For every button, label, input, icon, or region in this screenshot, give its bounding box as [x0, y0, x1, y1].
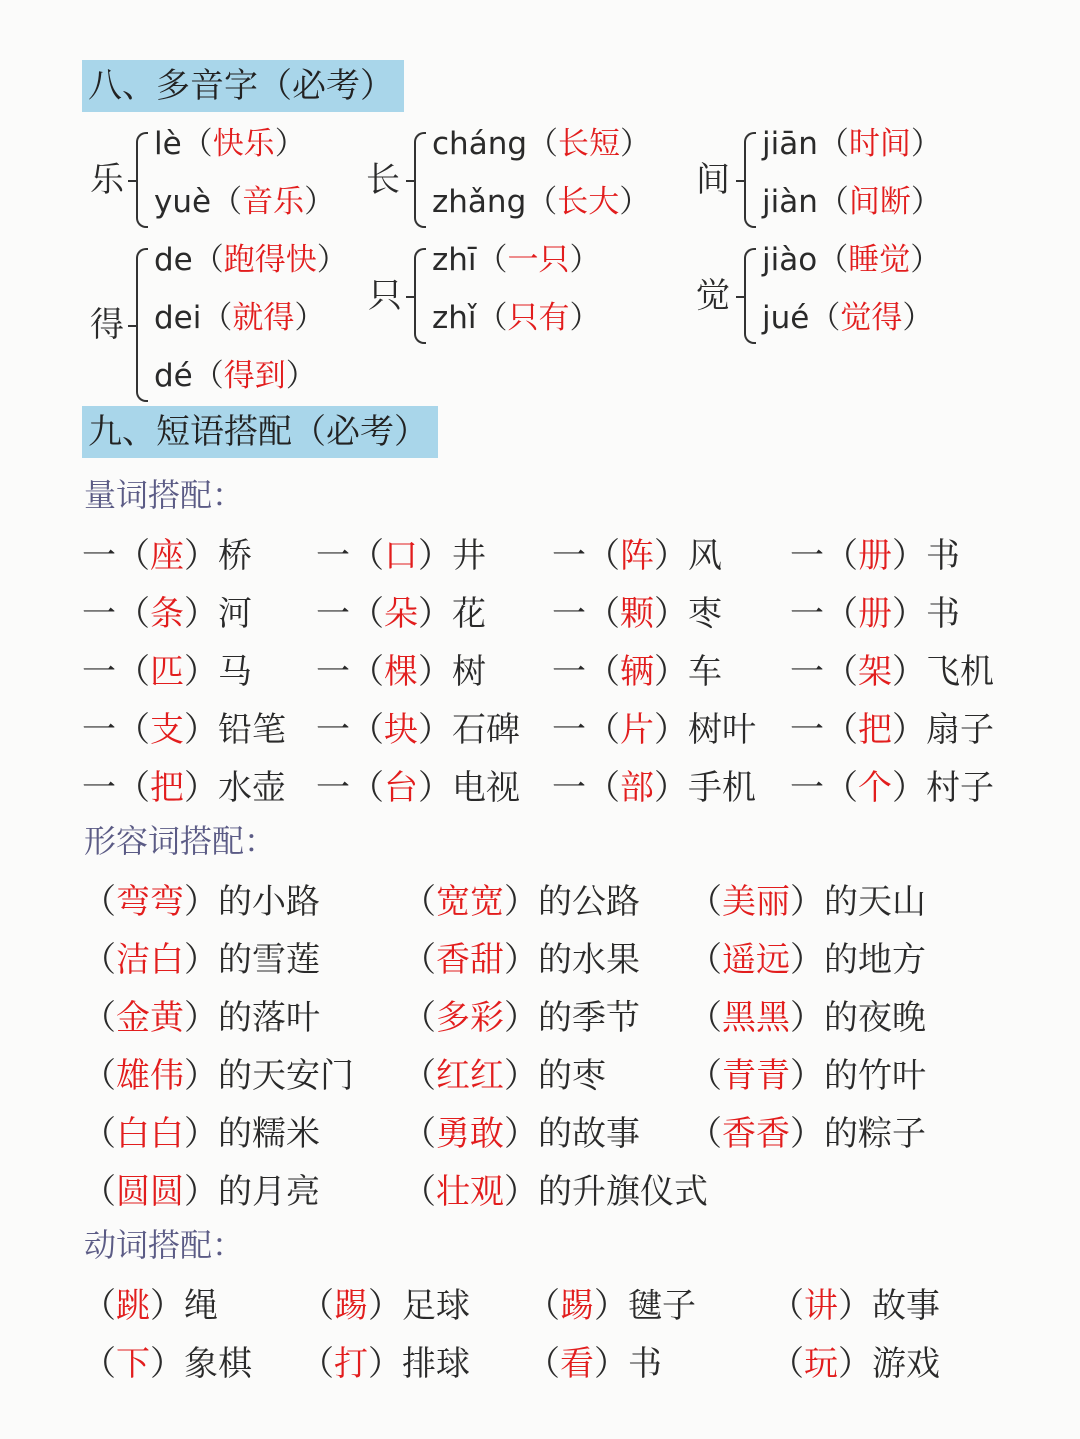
phrase-item [790, 528, 960, 577]
phrase-tail: ）象棋 [150, 1344, 252, 1384]
phrase-item [688, 932, 926, 981]
close-paren: ） [902, 300, 934, 336]
phrase-item [526, 1336, 662, 1385]
open-paren: （ [402, 1114, 436, 1154]
open-paren: 一（ [790, 710, 858, 750]
phrase-tail: ）树叶 [654, 710, 756, 750]
phrase-item [82, 990, 320, 1039]
phrase-item [790, 644, 994, 693]
answer-word: 觉得 [840, 300, 903, 336]
phrase-item [82, 874, 320, 923]
answer-word: 片 [620, 710, 654, 750]
phrase-item [82, 1336, 252, 1385]
phrase-tail: ）扇子 [892, 710, 994, 750]
phrase-tail: ）手机 [654, 768, 756, 808]
phrase-tail: ）树 [418, 652, 486, 692]
open-paren: 一（ [316, 594, 384, 634]
pinyin: cháng（ [432, 126, 559, 162]
phrase-item [552, 586, 722, 635]
open-paren: （ [300, 1286, 334, 1326]
pinyin: dé（ [154, 358, 224, 394]
brace-icon [136, 248, 148, 402]
phrase-tail: ）村子 [892, 768, 994, 808]
phrase-tail: ）书 [594, 1344, 662, 1384]
phrase-tail: ）的小路 [184, 882, 320, 922]
polyphone-char: 乐 [90, 160, 124, 200]
open-paren: 一（ [552, 536, 620, 576]
phrase-item [82, 1164, 320, 1213]
open-paren: （ [82, 1286, 116, 1326]
pinyin: zhǎng（ [432, 184, 558, 220]
phrase-tail: ）的糯米 [184, 1114, 320, 1154]
phrase-item [552, 644, 722, 693]
answer-word: 册 [858, 536, 892, 576]
open-paren: （ [402, 882, 436, 922]
phrase-item [316, 644, 486, 693]
polyphone-char: 间 [696, 160, 730, 200]
phrase-item [316, 760, 520, 809]
pinyin: zhǐ（ [432, 300, 508, 336]
open-paren: 一（ [790, 594, 858, 634]
open-paren: （ [402, 998, 436, 1038]
phrase-item [790, 760, 994, 809]
phrase-item [526, 1278, 696, 1327]
close-paren: ） [620, 126, 652, 162]
pinyin-entry [154, 118, 306, 163]
phrase-tail: ）河 [184, 594, 252, 634]
pinyin-entry [432, 118, 651, 163]
open-paren: 一（ [82, 652, 150, 692]
answer-word: 壮观 [436, 1172, 504, 1212]
phrase-item [790, 702, 994, 751]
open-paren: （ [526, 1286, 560, 1326]
phrase-tail: ）桥 [184, 536, 252, 576]
pinyin: lè（ [154, 126, 213, 162]
open-paren: （ [688, 998, 722, 1038]
phrase-tail: ）书 [892, 594, 960, 634]
pinyin-entry [762, 292, 933, 337]
open-paren: （ [688, 1056, 722, 1096]
pinyin-entry [154, 350, 317, 395]
answer-word: 打 [334, 1344, 368, 1384]
phrase-item [552, 528, 722, 577]
phrase-tail: ）故事 [838, 1286, 940, 1326]
close-paren: ） [274, 126, 306, 162]
open-paren: 一（ [82, 710, 150, 750]
answer-word: 个 [858, 768, 892, 808]
answer-word: 红红 [436, 1056, 504, 1096]
pinyin: jiào（ [762, 242, 849, 278]
phrase-tail: ）的粽子 [790, 1114, 926, 1154]
phrase-tail: ）排球 [368, 1344, 470, 1384]
phrase-item [316, 528, 486, 577]
pinyin-entry [154, 234, 348, 279]
phrase-tail: ）铅笔 [184, 710, 286, 750]
phrase-tail: ）马 [184, 652, 252, 692]
phrase-item [82, 760, 286, 809]
answer-word: 看 [560, 1344, 594, 1384]
phrase-tail: ）绳 [150, 1286, 218, 1326]
answer-word: 辆 [620, 652, 654, 692]
answer-word: 部 [620, 768, 654, 808]
phrase-tail: ）的水果 [504, 940, 640, 980]
open-paren: （ [82, 940, 116, 980]
phrase-tail: ）石碑 [418, 710, 520, 750]
answer-word: 颗 [620, 594, 654, 634]
measure-heading: 量词搭配： [84, 476, 245, 514]
phrase-tail: ）的竹叶 [790, 1056, 926, 1096]
answer-word: 睡觉 [848, 242, 911, 278]
phrase-item [770, 1336, 940, 1385]
pinyin: jué（ [762, 300, 841, 336]
phrase-tail: ）车 [654, 652, 722, 692]
section9-title: 九、短语搭配（必考） [82, 406, 438, 458]
verb-heading: 动词搭配： [84, 1226, 245, 1264]
answer-word: 多彩 [436, 998, 504, 1038]
answer-word: 踢 [334, 1286, 368, 1326]
answer-word: 座 [150, 536, 184, 576]
phrase-tail: ）的天山 [790, 882, 926, 922]
phrase-item [82, 702, 286, 751]
close-paren: ） [316, 242, 348, 278]
answer-word: 台 [384, 768, 418, 808]
phrase-item [402, 990, 640, 1039]
open-paren: 一（ [552, 652, 620, 692]
phrase-tail: ）水壶 [184, 768, 286, 808]
phrase-item [402, 932, 640, 981]
open-paren: （ [402, 940, 436, 980]
open-paren: （ [300, 1344, 334, 1384]
answer-word: 玩 [804, 1344, 838, 1384]
phrase-item [552, 702, 756, 751]
close-paren: ） [910, 184, 942, 220]
pinyin: jiān（ [762, 126, 849, 162]
open-paren: 一（ [552, 594, 620, 634]
phrase-item [300, 1278, 470, 1327]
phrase-tail: ）的落叶 [184, 998, 320, 1038]
phrase-item [82, 932, 320, 981]
answer-word: 金黄 [116, 998, 184, 1038]
answer-word: 时间 [848, 126, 911, 162]
phrase-item [82, 586, 252, 635]
phrase-tail: ）的故事 [504, 1114, 640, 1154]
close-paren: ） [294, 300, 326, 336]
open-paren: （ [688, 1114, 722, 1154]
answer-word: 弯弯 [116, 882, 184, 922]
open-paren: 一（ [82, 536, 150, 576]
phrase-item [688, 874, 926, 923]
polyphone-char: 长 [366, 160, 400, 200]
phrase-tail: ）的枣 [504, 1056, 606, 1096]
answer-word: 长短 [558, 126, 621, 162]
answer-word: 口 [384, 536, 418, 576]
answer-word: 跑得快 [223, 242, 317, 278]
pinyin-entry [432, 292, 601, 337]
open-paren: （ [82, 882, 116, 922]
answer-word: 黑黑 [722, 998, 790, 1038]
phrase-tail: ）毽子 [594, 1286, 696, 1326]
open-paren: （ [82, 1172, 116, 1212]
open-paren: （ [82, 998, 116, 1038]
open-paren: （ [770, 1286, 804, 1326]
answer-word: 白白 [116, 1114, 184, 1154]
open-paren: （ [82, 1114, 116, 1154]
open-paren: （ [82, 1344, 116, 1384]
answer-word: 块 [384, 710, 418, 750]
answer-word: 跳 [116, 1286, 150, 1326]
pinyin-entry [432, 176, 650, 221]
phrase-item [688, 1106, 926, 1155]
phrase-tail: ）的月亮 [184, 1172, 320, 1212]
phrase-tail: ）的季节 [504, 998, 640, 1038]
brace-icon [744, 248, 756, 344]
open-paren: 一（ [316, 768, 384, 808]
adjective-heading: 形容词搭配： [84, 822, 277, 860]
answer-word: 把 [150, 768, 184, 808]
phrase-tail: ）足球 [368, 1286, 470, 1326]
phrase-item [316, 702, 520, 751]
polyphone-char: 觉 [696, 276, 730, 316]
phrase-item [300, 1336, 470, 1385]
brace-icon [414, 132, 426, 228]
open-paren: 一（ [82, 594, 150, 634]
pinyin-entry [762, 234, 941, 279]
phrase-tail: ）电视 [418, 768, 520, 808]
phrase-tail: ）飞机 [892, 652, 994, 692]
answer-word: 匹 [150, 652, 184, 692]
answer-word: 就得 [232, 300, 295, 336]
phrase-item [316, 586, 486, 635]
answer-word: 得到 [223, 358, 286, 394]
close-paren: ） [569, 242, 601, 278]
open-paren: 一（ [790, 768, 858, 808]
phrase-item [402, 874, 640, 923]
phrase-item [82, 1278, 218, 1327]
phrase-tail: ）的夜晚 [790, 998, 926, 1038]
phrase-tail: ）的地方 [790, 940, 926, 980]
answer-word: 遥远 [722, 940, 790, 980]
answer-word: 踢 [560, 1286, 594, 1326]
phrase-tail: ）的升旗仪式 [504, 1172, 708, 1212]
phrase-tail: ）书 [892, 536, 960, 576]
phrase-tail: ）的天安门 [184, 1056, 354, 1096]
answer-word: 美丽 [722, 882, 790, 922]
answer-word: 支 [150, 710, 184, 750]
pinyin-entry [762, 176, 942, 221]
answer-word: 只有 [507, 300, 570, 336]
open-paren: （ [82, 1056, 116, 1096]
polyphone-char: 得 [90, 305, 124, 345]
answer-word: 圆圆 [116, 1172, 184, 1212]
open-paren: 一（ [82, 768, 150, 808]
phrase-item [552, 760, 756, 809]
pinyin: zhī（ [432, 242, 508, 278]
brace-icon [414, 248, 426, 344]
phrase-tail: ）枣 [654, 594, 722, 634]
phrase-item [688, 990, 926, 1039]
answer-word: 香甜 [436, 940, 504, 980]
open-paren: 一（ [316, 710, 384, 750]
answer-word: 条 [150, 594, 184, 634]
answer-word: 把 [858, 710, 892, 750]
section8-title: 八、多音字（必考） [82, 60, 404, 112]
answer-word: 架 [858, 652, 892, 692]
pinyin: jiàn（ [762, 184, 849, 220]
open-paren: （ [526, 1344, 560, 1384]
pinyin-entry [762, 118, 942, 163]
pinyin: de（ [154, 242, 224, 278]
pinyin: dei（ [154, 300, 233, 336]
close-paren: ） [619, 184, 651, 220]
phrase-item [82, 528, 252, 577]
pinyin-entry [154, 292, 325, 337]
brace-icon [744, 132, 756, 228]
answer-word: 阵 [620, 536, 654, 576]
close-paren: ） [910, 126, 942, 162]
phrase-item [402, 1164, 708, 1213]
phrase-tail: ）井 [418, 536, 486, 576]
phrase-tail: ）风 [654, 536, 722, 576]
answer-word: 棵 [384, 652, 418, 692]
pinyin-entry [432, 234, 601, 279]
answer-word: 朵 [384, 594, 418, 634]
phrase-tail: ）游戏 [838, 1344, 940, 1384]
phrase-item [82, 1048, 354, 1097]
close-paren: ） [569, 300, 601, 336]
phrase-item [82, 1106, 320, 1155]
phrase-item [770, 1278, 940, 1327]
open-paren: （ [688, 882, 722, 922]
open-paren: 一（ [790, 652, 858, 692]
answer-word: 洁白 [116, 940, 184, 980]
answer-word: 宽宽 [436, 882, 504, 922]
phrase-tail: ）的公路 [504, 882, 640, 922]
answer-word: 雄伟 [116, 1056, 184, 1096]
answer-word: 香香 [722, 1114, 790, 1154]
open-paren: （ [770, 1344, 804, 1384]
phrase-item [402, 1106, 640, 1155]
answer-word: 长大 [557, 184, 620, 220]
answer-word: 快乐 [212, 126, 275, 162]
open-paren: 一（ [316, 652, 384, 692]
open-paren: 一（ [316, 536, 384, 576]
answer-word: 青青 [722, 1056, 790, 1096]
answer-word: 间断 [848, 184, 911, 220]
phrase-tail: ）花 [418, 594, 486, 634]
answer-word: 讲 [804, 1286, 838, 1326]
brace-icon [136, 132, 148, 228]
close-paren: ） [910, 242, 942, 278]
answer-word: 音乐 [242, 184, 305, 220]
polyphone-char: 只 [368, 276, 402, 316]
answer-word: 册 [858, 594, 892, 634]
open-paren: 一（ [790, 536, 858, 576]
close-paren: ） [285, 358, 317, 394]
phrase-item [82, 644, 252, 693]
open-paren: （ [688, 940, 722, 980]
pinyin: yuè（ [154, 184, 243, 220]
open-paren: （ [402, 1056, 436, 1096]
phrase-tail: ）的雪莲 [184, 940, 320, 980]
answer-word: 一只 [507, 242, 570, 278]
phrase-item [688, 1048, 926, 1097]
answer-word: 勇敢 [436, 1114, 504, 1154]
phrase-item [790, 586, 960, 635]
open-paren: 一（ [552, 768, 620, 808]
open-paren: （ [402, 1172, 436, 1212]
phrase-item [402, 1048, 606, 1097]
answer-word: 下 [116, 1344, 150, 1384]
close-paren: ） [304, 184, 336, 220]
pinyin-entry [154, 176, 335, 221]
open-paren: 一（ [552, 710, 620, 750]
